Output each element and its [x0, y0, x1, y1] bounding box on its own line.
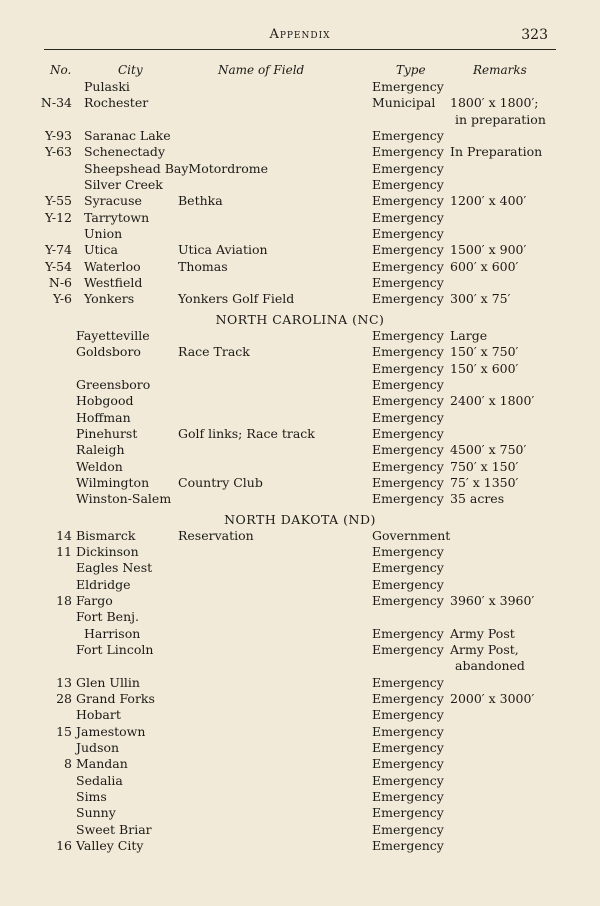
- city-name: Valley City: [76, 838, 144, 854]
- field-type: Emergency: [372, 576, 444, 592]
- field-type: Emergency: [372, 209, 444, 225]
- page-number: 323: [521, 27, 548, 43]
- city-name: Hoffman: [76, 409, 131, 425]
- table-row: [0, 393, 600, 409]
- row-number: Y-12: [44, 209, 72, 225]
- city-name: Yonkers: [84, 291, 135, 307]
- city-name: Silver Creek: [84, 177, 163, 193]
- city-name: Winston-Salem: [76, 491, 172, 507]
- field-type: Emergency: [372, 79, 444, 94]
- row-number: Y-55: [44, 193, 72, 209]
- field-type: Emergency: [372, 789, 444, 805]
- remarks: abandoned: [455, 658, 525, 674]
- remarks: 3960′ x 3960′: [450, 592, 535, 608]
- field-type: Emergency: [372, 344, 444, 360]
- table-row: [0, 773, 600, 789]
- remarks: 2400′ x 1800′: [450, 393, 535, 409]
- city-name: Sunny: [76, 805, 116, 821]
- field-type: Emergency: [372, 772, 444, 788]
- table-row: [0, 577, 600, 593]
- city-name: Schenectady: [84, 144, 165, 160]
- field-type: Emergency: [372, 128, 444, 144]
- field-type: Emergency: [372, 723, 444, 739]
- column-heading-type: Type: [396, 63, 426, 77]
- field-type: Emergency: [372, 376, 444, 392]
- row-number: 28: [56, 691, 72, 707]
- remarks: Army Post: [450, 625, 515, 641]
- remarks: 4500′ x 750′: [450, 442, 527, 458]
- table-row: [0, 459, 600, 475]
- table-row: [0, 79, 600, 95]
- city-name: Eagles Nest: [76, 560, 153, 576]
- table-row: [0, 756, 600, 772]
- row-number: Y-6: [52, 291, 72, 307]
- city-name: Dickinson: [76, 543, 139, 559]
- row-number: 11: [56, 543, 72, 559]
- table-row: [0, 259, 600, 275]
- city-name: Union: [84, 226, 123, 242]
- field-name: Thomas: [178, 258, 228, 274]
- city-name: Rochester: [84, 95, 149, 111]
- field-type: Emergency: [372, 560, 444, 576]
- table-row: [0, 193, 600, 209]
- row-number: N-6: [48, 275, 72, 291]
- table-row: [0, 377, 600, 393]
- field-type: Emergency: [372, 592, 444, 608]
- city-name: Eldridge: [76, 576, 131, 592]
- field-type: Emergency: [372, 543, 444, 559]
- field-type: Emergency: [372, 838, 444, 854]
- field-type: Emergency: [372, 327, 444, 343]
- city-name: Sedalia: [76, 772, 123, 788]
- field-type: Emergency: [372, 674, 444, 690]
- city-name: Sweet Briar: [76, 821, 152, 837]
- remarks: 300′ x 75′: [450, 291, 511, 307]
- city-name: Sims: [76, 789, 107, 805]
- field-name: Golf links; Race track: [178, 425, 315, 441]
- field-type: Emergency: [372, 193, 444, 209]
- field-type: Emergency: [372, 226, 444, 242]
- city-name: Bismarck: [76, 527, 136, 543]
- table-row: [0, 242, 600, 258]
- field-type: Emergency: [372, 291, 444, 307]
- table-row: [0, 658, 600, 674]
- row-number: 18: [56, 592, 72, 608]
- field-type: Emergency: [372, 740, 444, 756]
- table-row: [0, 442, 600, 458]
- field-type: Emergency: [372, 258, 444, 274]
- city-name: Weldon: [76, 458, 123, 474]
- state-name: NORTH CAROLINA (NC): [215, 311, 385, 327]
- table-row: [0, 544, 600, 560]
- column-headings: [0, 63, 600, 79]
- remarks: In Preparation: [450, 144, 543, 160]
- table-row: [0, 528, 600, 544]
- table-row: [0, 210, 600, 226]
- table-row: [0, 361, 600, 377]
- row-number: Y-54: [44, 258, 72, 274]
- field-name: Country Club: [178, 474, 263, 490]
- field-type: Emergency: [372, 756, 444, 772]
- table-row: [0, 161, 600, 177]
- field-name: Reservation: [178, 527, 254, 543]
- table-row: [0, 691, 600, 707]
- row-number: 13: [56, 674, 72, 690]
- table-row: [0, 675, 600, 691]
- field-type: Emergency: [372, 442, 444, 458]
- field-type: Emergency: [372, 805, 444, 821]
- field-type: Emergency: [372, 821, 444, 837]
- table-row: [0, 626, 600, 642]
- table-row: [0, 291, 600, 307]
- city-name: Fort Benj.: [76, 609, 139, 625]
- city-name: Sheepshead BayMotordrome: [84, 160, 269, 176]
- city-name: Pulaski: [84, 79, 130, 94]
- state-section-heading: [0, 508, 600, 528]
- field-type: Emergency: [372, 625, 444, 641]
- row-number: Y-93: [44, 128, 72, 144]
- state-name: NORTH DAKOTA (ND): [224, 511, 376, 527]
- city-name: Syracuse: [84, 193, 142, 209]
- field-name: Yonkers Golf Field: [178, 291, 295, 307]
- remarks: 750′ x 150′: [450, 458, 519, 474]
- city-name: Greensboro: [76, 376, 151, 392]
- table-row: [0, 410, 600, 426]
- field-type: Emergency: [372, 491, 444, 507]
- city-name: Jamestown: [76, 723, 146, 739]
- table-row: [0, 177, 600, 193]
- row-number: N-34: [40, 95, 72, 111]
- table-row: [0, 805, 600, 821]
- table-row: [0, 642, 600, 658]
- remarks: 1500′ x 900′: [450, 242, 527, 258]
- field-name: Bethka: [178, 193, 223, 209]
- table-row: [0, 128, 600, 144]
- remarks: 75′ x 1350′: [450, 474, 519, 490]
- table-row: [0, 226, 600, 242]
- city-name: Judson: [76, 740, 120, 756]
- field-type: Emergency: [372, 458, 444, 474]
- field-type: Municipal: [372, 95, 436, 111]
- table-row: [0, 344, 600, 360]
- city-name: Glen Ullin: [76, 674, 140, 690]
- table-row: [0, 491, 600, 507]
- row-number: 16: [56, 838, 72, 854]
- city-name: Mandan: [76, 756, 128, 772]
- remarks: Large: [450, 327, 488, 343]
- state-section-heading: [0, 308, 600, 328]
- city-name: Wilmington: [76, 474, 150, 490]
- field-type: Emergency: [372, 409, 444, 425]
- table-row: [0, 112, 600, 128]
- city-name: Tarrytown: [84, 209, 150, 225]
- row-number: Y-63: [44, 144, 72, 160]
- table-row: [0, 593, 600, 609]
- field-type: Emergency: [372, 642, 444, 657]
- table-row: [0, 328, 600, 344]
- city-name: Harrison: [84, 625, 141, 641]
- field-type: Emergency: [372, 425, 444, 441]
- remarks: Army Post,: [450, 642, 519, 657]
- city-name: Pinehurst: [76, 425, 138, 441]
- city-name: Goldsboro: [76, 344, 141, 360]
- field-type: Emergency: [372, 691, 444, 707]
- table-row: [0, 822, 600, 838]
- field-type: Emergency: [372, 144, 444, 160]
- city-name: Grand Forks: [76, 691, 155, 707]
- field-type: Government: [372, 527, 451, 543]
- field-type: Emergency: [372, 177, 444, 193]
- remarks: 1200′ x 400′: [450, 193, 527, 209]
- remarks: 150′ x 750′: [450, 344, 519, 360]
- column-heading-field: Name of Field: [218, 63, 305, 77]
- field-name: Race Track: [178, 344, 250, 360]
- row-number: Y-74: [44, 242, 72, 258]
- header-rule: [44, 49, 556, 50]
- field-type: Emergency: [372, 160, 444, 176]
- city-name: Hobgood: [76, 393, 134, 409]
- table-row: [0, 740, 600, 756]
- column-heading-city: City: [118, 63, 143, 77]
- field-name: Utica Aviation: [178, 242, 268, 258]
- field-type: Emergency: [372, 707, 444, 723]
- table-row: [0, 95, 600, 111]
- city-name: Fargo: [76, 592, 113, 608]
- city-name: Saranac Lake: [84, 128, 171, 144]
- table-row: [0, 475, 600, 491]
- running-title: Appendix: [269, 27, 331, 42]
- city-name: Waterloo: [84, 258, 141, 274]
- field-type: Emergency: [372, 393, 444, 409]
- airfield-table: [0, 79, 600, 854]
- field-type: Emergency: [372, 275, 444, 291]
- table-row: [0, 275, 600, 291]
- row-number: 8: [64, 756, 72, 772]
- running-header: [40, 27, 560, 49]
- table-row: [0, 838, 600, 854]
- table-row: [0, 426, 600, 442]
- row-number: 14: [56, 527, 72, 543]
- row-number: 15: [56, 723, 72, 739]
- city-name: Raleigh: [76, 442, 125, 458]
- remarks: in preparation: [455, 111, 546, 127]
- table-row: [0, 707, 600, 723]
- column-heading-no: No.: [50, 63, 72, 77]
- city-name: Fort Lincoln: [76, 642, 154, 657]
- column-heading-remarks: Remarks: [473, 63, 527, 77]
- city-name: Utica: [84, 242, 119, 258]
- table-row: [0, 789, 600, 805]
- remarks: 35 acres: [450, 491, 505, 507]
- city-name: Westfield: [84, 275, 143, 291]
- field-type: Emergency: [372, 360, 444, 376]
- city-name: Hobart: [76, 707, 121, 723]
- field-type: Emergency: [372, 474, 444, 490]
- table-row: [0, 560, 600, 576]
- table-row: [0, 609, 600, 625]
- table-row: [0, 144, 600, 160]
- remarks: 600′ x 600′: [450, 258, 519, 274]
- table-row: [0, 724, 600, 740]
- field-type: Emergency: [372, 242, 444, 258]
- remarks: 2000′ x 3000′: [450, 691, 535, 707]
- city-name: Fayetteville: [76, 327, 150, 343]
- remarks: 1800′ x 1800′;: [450, 95, 539, 111]
- remarks: 150′ x 600′: [450, 360, 519, 376]
